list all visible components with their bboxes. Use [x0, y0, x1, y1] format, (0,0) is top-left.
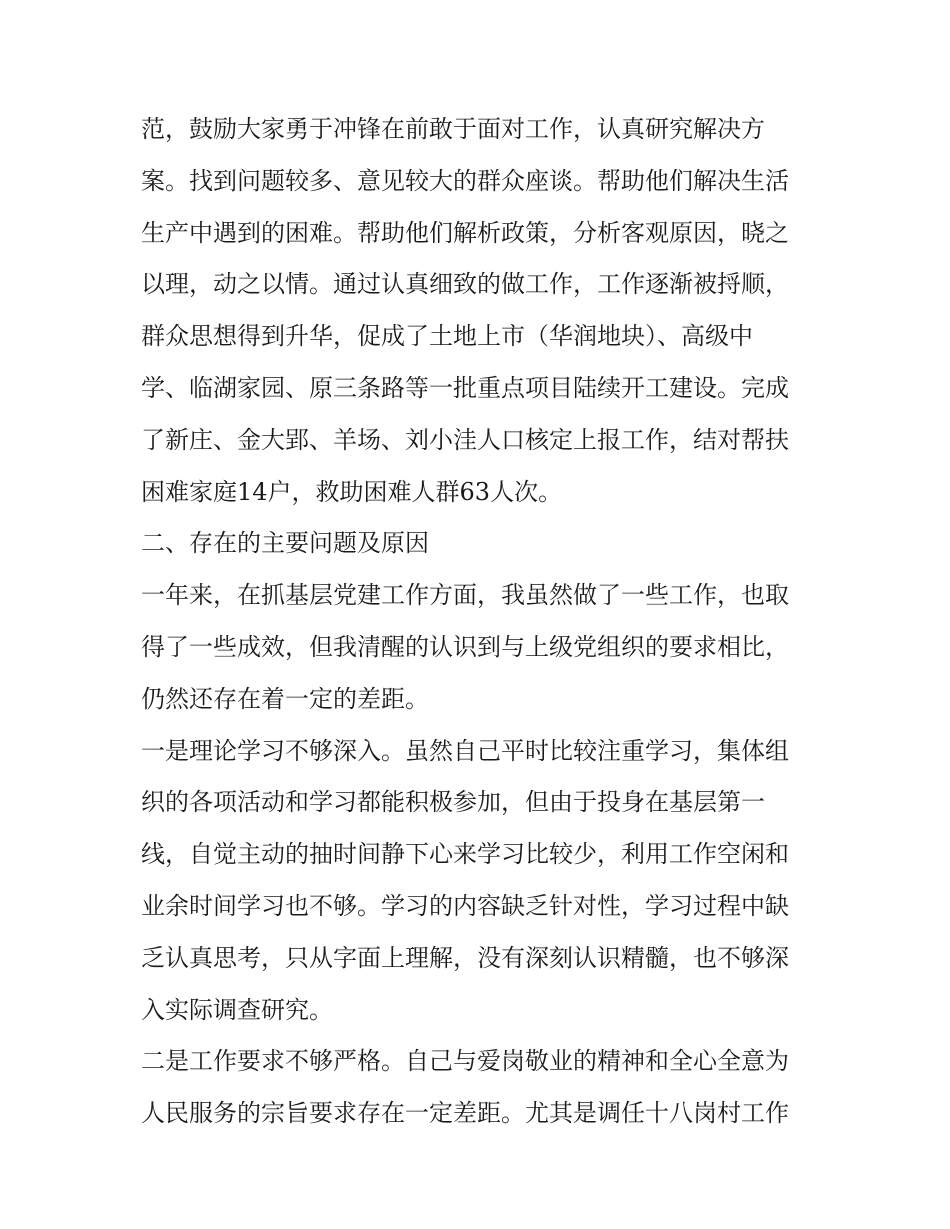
text-line: 学、临湖家园、原三条路等一批重点项目陆续开工建设。完成 — [141, 373, 789, 402]
text-line: 一年来，在抓基层党建工作方面，我虽然做了一些工作，也取 — [141, 581, 789, 610]
section-heading: 二、存在的主要问题及原因 — [141, 529, 429, 558]
text-line: 织的各项活动和学习都能积极参加，但由于投身在基层第一 — [141, 788, 765, 817]
text-line: 入实际调查研究。 — [141, 995, 333, 1024]
text-line: 人民服务的宗旨要求存在一定差距。尤其是调任十八岗村工作 — [141, 1099, 789, 1128]
text-line: 乏认真思考，只从字面上理解，没有深刻认识精髓，也不够深 — [141, 943, 789, 972]
text-line: 群众思想得到升华，促成了土地上市（华润地块）、高级中 — [141, 322, 753, 351]
text-line: 二是工作要求不够严格。自己与爱岗敬业的精神和全心全意为 — [141, 1047, 789, 1076]
text-line: 案。找到问题较多、意见较大的群众座谈。帮助他们解决生活 — [141, 166, 789, 195]
text-line: 业余时间学习也不够。学习的内容缺乏针对性，学习过程中缺 — [141, 891, 789, 920]
text-line: 困难家庭14户，救助困难人群63人次。 — [141, 477, 563, 506]
text-line: 仍然还存在着一定的差距。 — [141, 684, 429, 713]
text-line: 范，鼓励大家勇于冲锋在前敢于面对工作，认真研究解决方 — [141, 115, 765, 143]
text-line: 一是理论学习不够深入。虽然自己平时比较注重学习，集体组 — [141, 736, 789, 765]
text-line: 了新庄、金大郢、羊场、刘小洼人口核定上报工作，结对帮扶 — [141, 425, 789, 454]
text-line: 线，自觉主动的抽时间静下心来学习比较少，利用工作空闲和 — [141, 840, 789, 869]
text-line: 生产中遇到的困难。帮助他们解析政策，分析客观原因，晓之 — [141, 218, 789, 247]
text-line: 以理，动之以情。通过认真细致的做工作，工作逐渐被捋顺， — [141, 270, 789, 299]
document-body — [141, 104, 821, 1140]
text-line: 得了一些成效，但我清醒的认识到与上级党组织的要求相比， — [141, 632, 789, 661]
